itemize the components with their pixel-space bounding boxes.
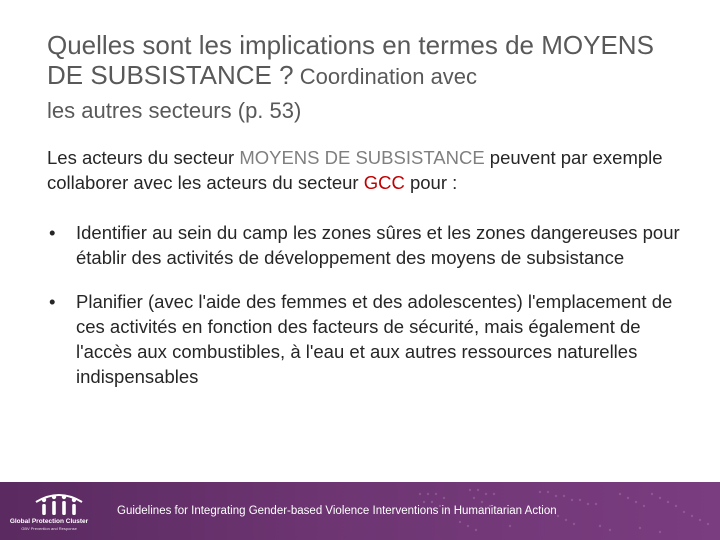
intro-text-1: Les acteurs du secteur	[47, 147, 240, 168]
bullet-item	[47, 220, 687, 270]
bullet-text: Identifier au sein du camp les zones sûres et les zones dangereuses pour établir des activités de développement des moyens de subsistance	[76, 222, 680, 268]
intro-gcc: GCC	[363, 172, 405, 193]
title-main: Quelles sont les implications en termes de MOYENS DE SUBSISTANCE ?	[47, 30, 654, 90]
footer-bar	[0, 482, 720, 540]
title-sub-line: les autres secteurs (p. 53)	[47, 98, 302, 123]
intro-paragraph	[47, 145, 687, 195]
title-sub: Coordination avec	[293, 64, 478, 89]
intro-text-2: peuvent par exemple collaborer avec les acteurs du secteur	[47, 147, 663, 193]
bullet-dot: •	[49, 291, 56, 312]
bullet-list	[47, 220, 687, 408]
bullet-dot: •	[49, 222, 56, 243]
bullet-item	[47, 289, 687, 389]
intro-text-3: pour :	[404, 172, 458, 193]
slide-title	[47, 30, 687, 126]
intro-sector-name: MOYENS DE SUBSISTANCE	[239, 147, 485, 168]
logo-subtitle: GBV Prevention and Response	[21, 526, 77, 531]
logo-name: Global Protection Cluster	[9, 518, 89, 525]
bullet-text: Planifier (avec l'aide des femmes et des adolescentes) l'emplacement de ces activités en fonction des facteurs de sécurité, mais également de l'accès aux combustibles, à l'eau et aux autres ressources naturelles indispensables	[76, 291, 673, 387]
footer-guidelines-text: Guidelines for Integrating Gender-based Violence Interventions in Humanitarian Action	[117, 505, 557, 517]
